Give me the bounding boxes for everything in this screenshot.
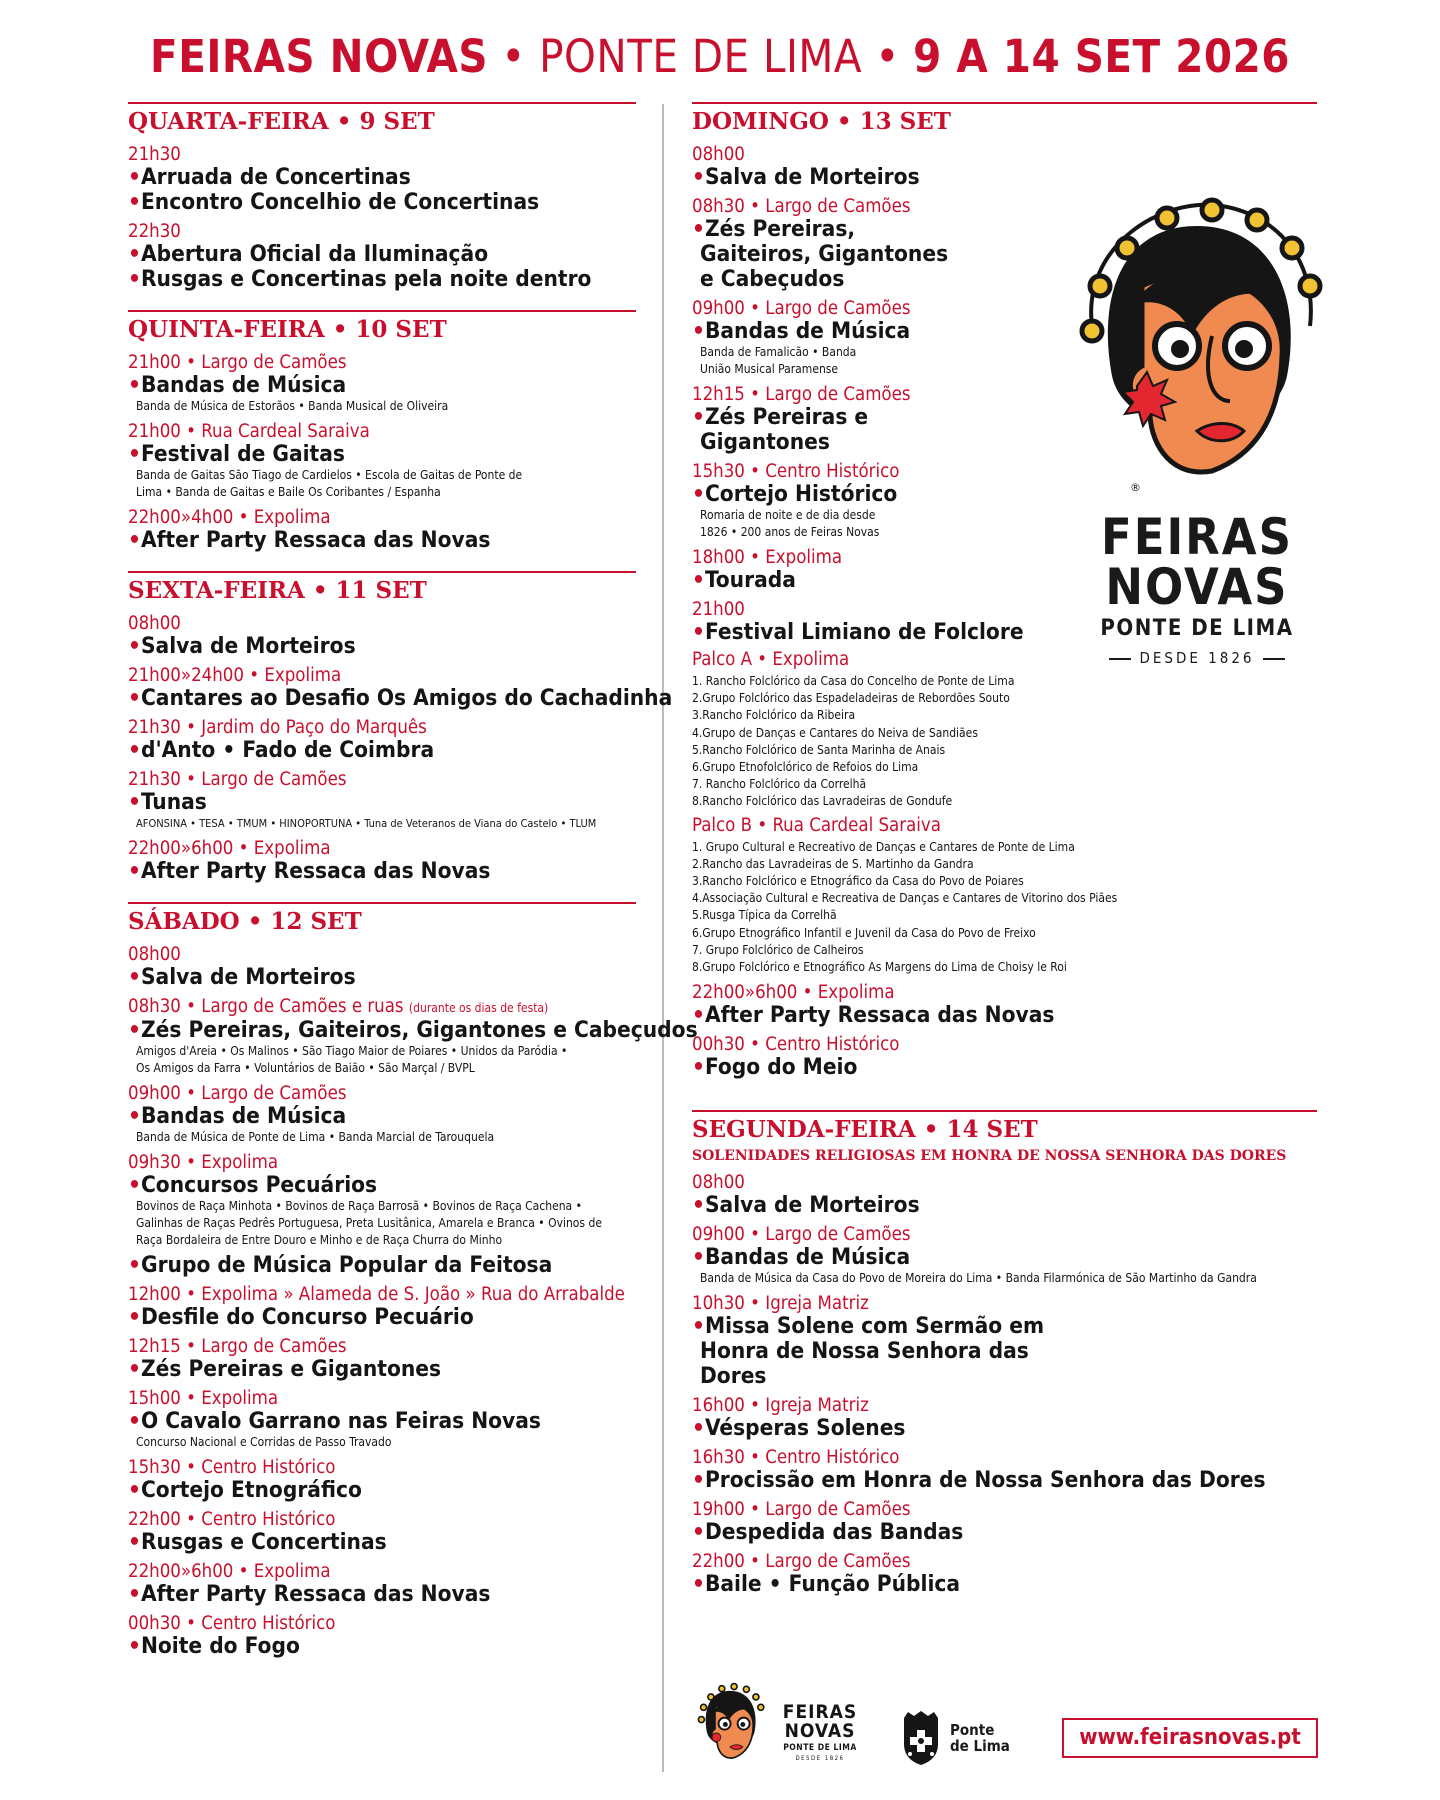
event-time: 22h30 bbox=[128, 221, 181, 242]
event-title: •Noite do Fogo bbox=[128, 1633, 300, 1659]
event bbox=[128, 839, 636, 884]
event-time: 21h00»24h00 • Expolima bbox=[128, 665, 342, 686]
event bbox=[128, 353, 636, 415]
event-title: •Salva de Morteiros bbox=[692, 1192, 920, 1219]
brand-since: DESDE 1826 bbox=[1052, 649, 1342, 667]
day-title: SEXTA-FEIRA • 11 SET bbox=[128, 577, 427, 604]
footer-brand-line-2: NOVAS bbox=[784, 1720, 856, 1742]
event-detail: Banda de Música de Estorãos • Banda Musical de Oliveira bbox=[136, 399, 449, 413]
event bbox=[692, 1225, 1317, 1287]
list-item: 1. Grupo Cultural e Recreativo de Danças e Cantares de Ponte de Lima bbox=[692, 839, 1075, 854]
event-time: 21h00 • Rua Cardeal Saraiva bbox=[128, 421, 370, 442]
event-time: 15h30 • Centro Histórico bbox=[128, 1457, 336, 1478]
event-time: 21h00 bbox=[692, 599, 745, 620]
event-title: •After Party Ressaca das Novas bbox=[692, 1002, 1055, 1029]
event-title: •Tunas bbox=[128, 789, 207, 815]
list-item: 4.Grupo de Danças e Cantares do Neiva de Sandiães bbox=[692, 725, 978, 740]
title-dates: 9 A 14 SET 2026 bbox=[913, 30, 1290, 83]
event-detail: Romaria de noite e de dia desde 1826 • 200 anos de Feiras Novas bbox=[700, 508, 880, 539]
footer-brand-line-1: FEIRAS bbox=[782, 1701, 858, 1723]
list-item: 7. Rancho Folclórico da Correlhã bbox=[692, 777, 867, 792]
list-item: 3.Rancho Folclórico da Ribeira bbox=[692, 708, 856, 723]
event-title: •After Party Ressaca das Novas bbox=[128, 858, 491, 884]
event bbox=[128, 665, 673, 711]
event bbox=[128, 996, 698, 1077]
event-title: •Desfile do Concurso Pecuário bbox=[128, 1304, 474, 1330]
ponte-de-lima-crest-icon bbox=[900, 1710, 942, 1766]
event bbox=[128, 945, 636, 990]
event-time: 15h00 • Expolima bbox=[128, 1388, 279, 1409]
event-title: •After Party Ressaca das Novas bbox=[128, 1581, 491, 1607]
event-time: 09h00 • Largo de Camões bbox=[692, 1224, 911, 1246]
event bbox=[692, 1035, 1317, 1080]
event bbox=[692, 145, 1317, 190]
list-item: 5.Rancho Folclórico de Santa Marinha de Anais bbox=[692, 742, 946, 757]
event-time: 16h00 • Igreja Matriz bbox=[692, 1395, 869, 1417]
title-festival: FEIRAS NOVAS bbox=[150, 30, 489, 83]
event bbox=[692, 1500, 1317, 1545]
event-title: •Grupo de Música Popular da Feitosa bbox=[128, 1252, 553, 1278]
event bbox=[692, 1552, 1317, 1597]
event bbox=[128, 1389, 636, 1451]
event-title: •Rusgas e Concertinas bbox=[128, 1529, 387, 1555]
event-time: 09h00 • Largo de Camões bbox=[128, 1083, 347, 1104]
event-detail: Amigos d'Areia • Os Malinos • São Tiago Maior de Poiares • Unidos da Paródia • Os Amigos da Farra • Voluntários de Baião • São Marçal / BVPL bbox=[136, 1044, 568, 1075]
event-time: 21h30 • Largo de Camões bbox=[128, 769, 347, 790]
event-time: 10h30 • Igreja Matriz bbox=[692, 1293, 869, 1315]
list-item: 4.Associação Cultural e Recreativa de Danças e Cantares de Vitorino dos Piães bbox=[692, 891, 1118, 906]
list-item: 6.Grupo Etnográfico Infantil e Juvenil da Casa do Povo de Freixo bbox=[692, 925, 1036, 940]
title-separator: • bbox=[862, 30, 914, 83]
event bbox=[128, 1510, 636, 1555]
event-time: 00h30 • Centro Histórico bbox=[128, 1613, 336, 1634]
event-detail: AFONSINA • TESA • TMUM • HINOPORTUNA • Tuna de Veteranos de Viana do Castelo • TLUM bbox=[136, 817, 597, 830]
event-time: 22h00»6h00 • Expolima bbox=[128, 838, 331, 859]
event-title: •Salva de Morteiros bbox=[692, 164, 920, 190]
brand-line-2: NOVAS bbox=[1105, 558, 1289, 616]
event-time: 22h00 • Centro Histórico bbox=[128, 1509, 336, 1530]
event-time: 12h15 • Largo de Camões bbox=[128, 1336, 347, 1357]
event-title: •Arruada de Concertinas bbox=[128, 164, 411, 190]
event-detail: Banda de Música de Ponte de Lima • Banda Marcial de Tarouquela bbox=[136, 1130, 495, 1144]
event-time: 09h30 • Expolima bbox=[128, 1152, 279, 1173]
day-monday bbox=[692, 1110, 1317, 1597]
event-time: 12h00 • Expolima » Alameda de S. João » Rua do Arrabalde bbox=[128, 1284, 625, 1305]
event-title: •Encontro Concelhio de Concertinas bbox=[128, 189, 540, 215]
event-time: 22h00 • Largo de Camões bbox=[692, 1551, 911, 1573]
list-item: 8.Rancho Folclórico das Lavradeiras de Gondufe bbox=[692, 794, 953, 809]
day-thursday bbox=[128, 310, 636, 553]
event-time: 08h30 • Largo de Camões bbox=[692, 196, 911, 217]
event-title: •Zés Pereiras e Gigantones bbox=[128, 1356, 442, 1382]
list-item: 1. Rancho Folclórico da Casa do Concelho de Ponte de Lima bbox=[692, 674, 1015, 688]
event-time: 08h00 bbox=[692, 144, 745, 165]
stage-heading: Palco B • Rua Cardeal Saraiva bbox=[692, 814, 941, 836]
event-time: 08h00 bbox=[128, 944, 181, 965]
event bbox=[692, 983, 1317, 1028]
stage-lineup bbox=[692, 673, 1317, 811]
event-time: 21h00 • Largo de Camões bbox=[128, 352, 347, 373]
brand-line-1: FEIRAS bbox=[1100, 508, 1294, 566]
list-item: 5.Rusga Típica da Correlhã bbox=[692, 908, 837, 923]
list-item: 3.Rancho Folclórico e Etnográfico da Casa do Povo de Poiares bbox=[692, 874, 1024, 889]
event-title: •Abertura Oficial da Iluminação bbox=[128, 241, 489, 267]
event-title: •Rusgas e Concertinas pela noite dentro bbox=[128, 266, 592, 292]
event-detail: Banda de Música da Casa do Povo de Moreira do Lima • Banda Filarmónica de São Martinho da Gandra bbox=[700, 1271, 1257, 1286]
mascot-mouth bbox=[1197, 424, 1244, 441]
list-item: 2.Grupo Folclórico das Espadeladeiras de Rebordões Souto bbox=[692, 691, 1010, 706]
footer-brand-since: DESDE 1826 bbox=[795, 1755, 845, 1762]
schedule-left-column bbox=[128, 102, 698, 1659]
event-detail: Bovinos de Raça Minhota • Bovinos de Raça Barrosã • Bovinos de Raça Cachena • Galinhas de Raças Pedrês Portuguesa, Preta Lusitânica, Amarela e Branca • Ovinos de Raça Bordaleira de Entre Douro e Minho e de Raça Churra do Minho bbox=[136, 1199, 602, 1247]
event bbox=[128, 1614, 636, 1659]
footer-brand-logo bbox=[770, 1703, 870, 1762]
poster-title bbox=[0, 30, 1440, 83]
municipality-name bbox=[950, 1722, 1010, 1754]
event-title: •Salva de Morteiros bbox=[128, 964, 356, 990]
event-title: •Zés Pereiras, Gaiteiros, Gigantones e Cabeçudos bbox=[128, 1017, 698, 1043]
event-title: •Festival de Gaitas bbox=[128, 441, 345, 467]
footer-brand-place: PONTE DE LIMA bbox=[783, 1743, 857, 1753]
event-title: •Missa Solene com Sermão em Honra de Nossa Senhora das Dores bbox=[692, 1313, 1045, 1390]
event bbox=[128, 1285, 636, 1330]
event-title: •d'Anto • Fado de Coimbra bbox=[128, 737, 435, 763]
event bbox=[128, 222, 636, 292]
event-title: •Bandas de Música bbox=[692, 318, 911, 344]
event-title: •Salva de Morteiros bbox=[128, 633, 356, 659]
day-title: DOMINGO • 13 SET bbox=[692, 108, 951, 135]
event-title: •Vésperas Solenes bbox=[692, 1415, 906, 1442]
event-time: 22h00»6h00 • Expolima bbox=[692, 982, 895, 1004]
event-time: 21h30 • Jardim do Paço do Marquês bbox=[128, 717, 427, 738]
event-time: 15h30 • Centro Histórico bbox=[692, 461, 900, 482]
title-town: PONTE DE LIMA bbox=[539, 30, 863, 83]
website-link[interactable]: www.feirasnovas.pt bbox=[1062, 1718, 1318, 1758]
event bbox=[692, 1294, 1317, 1389]
event-title: •After Party Ressaca das Novas bbox=[128, 527, 491, 553]
feiras-novas-mascot-icon bbox=[1052, 186, 1342, 516]
column-divider bbox=[662, 104, 664, 1772]
event-time: 21h30 bbox=[128, 144, 181, 165]
event-title: •Bandas de Música bbox=[692, 1244, 911, 1271]
event-title: •Despedida das Bandas bbox=[692, 1519, 964, 1546]
event-title: •Cantares ao Desafio Os Amigos do Cachadinha bbox=[128, 685, 673, 711]
day-saturday bbox=[128, 902, 698, 1659]
event bbox=[692, 1173, 1317, 1218]
event-title: •Procissão em Honra de Nossa Senhora das Dores bbox=[692, 1467, 1266, 1494]
stage-heading: Palco A • Expolima bbox=[692, 649, 850, 670]
municipality-line-2: de Lima bbox=[950, 1737, 1010, 1755]
event-title: •Concursos Pecuários bbox=[128, 1172, 378, 1198]
event-time: 22h00»6h00 • Expolima bbox=[128, 1561, 331, 1582]
event-title: •Zés Pereiras e Gigantones bbox=[692, 404, 869, 455]
event-time-note: (durante os dias de festa) bbox=[408, 1001, 549, 1015]
event bbox=[128, 508, 636, 553]
event bbox=[128, 1153, 636, 1278]
feiras-novas-mascot-icon bbox=[690, 1680, 770, 1770]
day-title: SÁBADO • 12 SET bbox=[128, 908, 362, 935]
event-time: 08h30 • Largo de Camões e ruas (durante os dias de festa) bbox=[128, 996, 549, 1017]
event-time: 00h30 • Centro Histórico bbox=[692, 1034, 900, 1056]
event bbox=[128, 422, 636, 501]
list-item: 7. Grupo Folclórico de Calheiros bbox=[692, 942, 864, 957]
brand-place: PONTE DE LIMA bbox=[1100, 616, 1294, 641]
event-time: 08h00 bbox=[692, 1172, 745, 1194]
list-item: 6.Grupo Etnofolclórico de Refoios do Lima bbox=[692, 760, 919, 775]
event bbox=[128, 770, 636, 832]
event bbox=[128, 1084, 636, 1146]
municipality-line-1: Ponte bbox=[950, 1721, 995, 1739]
event-time: 22h00»4h00 • Expolima bbox=[128, 507, 331, 528]
event-title: •Fogo do Meio bbox=[692, 1054, 858, 1081]
event-time: 18h00 • Expolima bbox=[692, 547, 843, 568]
day-friday bbox=[128, 571, 673, 884]
event-time: 16h30 • Centro Histórico bbox=[692, 1447, 900, 1469]
event-detail: Concurso Nacional e Corridas de Passo Travado bbox=[136, 1435, 392, 1449]
event-title: •Zés Pereiras, Gaiteiros, Gigantones e Cabeçudos bbox=[692, 216, 949, 292]
title-separator: • bbox=[488, 30, 540, 83]
list-item: 8.Grupo Folclórico e Etnográfico As Margens do Lima de Choisy le Roi bbox=[692, 960, 1067, 975]
brand-logo bbox=[1052, 508, 1342, 667]
event bbox=[692, 1448, 1317, 1493]
event-detail: Banda de Gaitas São Tiago de Cardielos • Escola de Gaitas de Ponte de Lima • Banda de Gaitas e Baile Os Coribantes / Espanha bbox=[136, 468, 523, 499]
event-time: 19h00 • Largo de Camões bbox=[692, 1499, 911, 1521]
event bbox=[128, 1562, 636, 1607]
list-item: 2.Rancho das Lavradeiras de S. Martinho da Gandra bbox=[692, 856, 974, 871]
event-time: 09h00 • Largo de Camões bbox=[692, 298, 911, 319]
registered-mark: ® bbox=[1130, 481, 1141, 494]
stage-lineup bbox=[692, 839, 1317, 977]
day-title: SEGUNDA-FEIRA • 14 SET bbox=[692, 1116, 1038, 1144]
event-title: •Tourada bbox=[692, 567, 796, 593]
event bbox=[128, 718, 636, 763]
event-title: •Cortejo Etnográfico bbox=[128, 1477, 362, 1503]
event-title: •O Cavalo Garrano nas Feiras Novas bbox=[128, 1408, 541, 1434]
event bbox=[128, 1337, 636, 1382]
event bbox=[128, 145, 636, 215]
event-detail: Banda de Famalicão • Banda União Musical Paramense bbox=[700, 345, 857, 376]
event-title: •Bandas de Música bbox=[128, 1103, 347, 1129]
day-title: QUARTA-FEIRA • 9 SET bbox=[128, 108, 435, 135]
event-title: •Baile • Função Pública bbox=[692, 1571, 961, 1598]
event-time: 12h15 • Largo de Camões bbox=[692, 384, 911, 405]
event bbox=[128, 1458, 636, 1503]
event-time: 08h00 bbox=[128, 613, 181, 634]
event-title: •Festival Limiano de Folclore bbox=[692, 619, 1024, 645]
day-wednesday bbox=[128, 102, 636, 292]
event-title: •Cortejo Histórico bbox=[692, 481, 898, 507]
event-title: •Bandas de Música bbox=[128, 372, 347, 398]
event bbox=[128, 614, 636, 659]
event bbox=[692, 1396, 1317, 1441]
day-title: QUINTA-FEIRA • 10 SET bbox=[128, 316, 447, 343]
day-subtitle: SOLENIDADES RELIGIOSAS EM HONRA DE NOSSA SENHORA DAS DORES bbox=[692, 1148, 1287, 1165]
